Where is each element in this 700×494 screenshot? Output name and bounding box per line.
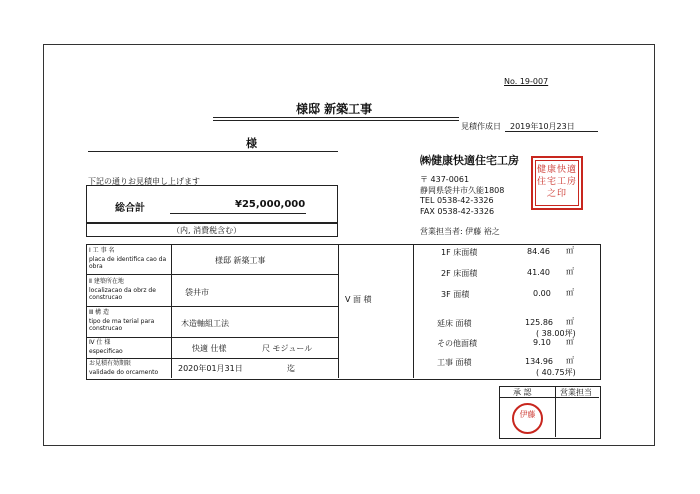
table-divider <box>413 244 414 378</box>
company-tel: TEL 0538-42-3326 <box>420 196 494 205</box>
sales-rep: 営業担当者: 伊藤 裕之 <box>420 227 500 236</box>
area-row-label: 2F 床面積 <box>441 269 478 278</box>
row-label-en: tipo de ma terial para construcao <box>89 318 155 332</box>
area-row-unit: ㎡ <box>566 267 574 276</box>
area-row-value: 84.46 <box>527 247 550 256</box>
area-row-value: 134.96 <box>525 357 553 366</box>
sales-approval-label: 営業担当 <box>560 388 592 397</box>
area-label: Ⅴ 面 積 <box>345 295 372 304</box>
client-suffix: 様 <box>246 137 257 150</box>
approval-label: 承 認 <box>513 388 532 397</box>
row-divider <box>86 274 338 275</box>
row-value: 快適 仕様 <box>192 344 227 353</box>
row-label-jp: Ⅲ 構 造 <box>89 309 109 316</box>
row-label-jp: Ⅳ 仕 様 <box>89 339 111 346</box>
company-address: 静岡県袋井市久能1808 <box>420 186 505 195</box>
tax-note: （内, 消費税含む） <box>172 226 242 235</box>
area-row-tsubo: ( 40.75坪) <box>536 368 576 377</box>
row-label-en: placa de identifica cao da obra <box>89 256 167 270</box>
area-row-unit: ㎡ <box>566 317 574 326</box>
area-row-label: 延床 面積 <box>437 319 472 328</box>
staff-seal-text: 伊藤 <box>519 410 536 419</box>
area-row-unit: ㎡ <box>566 246 574 255</box>
area-row-value: 41.40 <box>527 268 550 277</box>
row-divider <box>86 306 338 307</box>
company-seal-text: 健康快適住宅工房之印 <box>537 165 578 199</box>
area-row-label: 工事 面積 <box>437 358 472 367</box>
area-row-unit: ㎡ <box>566 288 574 297</box>
row-value: 木造軸組工法 <box>181 319 229 328</box>
row-value: 様邸 新築工事 <box>215 256 266 265</box>
row-value: 2020年01月31日 <box>178 364 243 373</box>
table-divider <box>338 244 339 378</box>
row-label-en: especificao <box>89 348 123 355</box>
area-row-unit: ㎡ <box>566 356 574 365</box>
row-value-2: 尺 モジュール <box>262 344 313 353</box>
row-label-jp: Ⅱ 建築所在地 <box>89 278 124 285</box>
issue-date-underline <box>505 131 598 132</box>
client-underline <box>88 151 338 152</box>
company-seal <box>531 156 583 210</box>
area-row-label: 1F 床面積 <box>441 248 478 257</box>
row-divider <box>86 358 338 359</box>
company-postal: 〒 437-0061 <box>420 175 470 184</box>
area-row-label: 3F 面積 <box>441 290 470 299</box>
area-row-unit: ㎡ <box>566 337 574 346</box>
title-underline-2 <box>213 120 459 121</box>
total-value: ¥25,000,000 <box>235 199 306 210</box>
approval-divider <box>555 386 556 437</box>
intro-text: 下記の通りお見積申し上げます <box>88 177 200 186</box>
staff-seal <box>512 403 543 434</box>
issue-date-value: 2019年10月23日 <box>510 122 575 131</box>
area-row-tsubo: ( 38.00坪) <box>536 329 576 338</box>
row-label-jp: Ⅰ 工 事 名 <box>89 247 115 254</box>
row-label-en: localizacao da obrz de construcao <box>89 287 156 301</box>
issue-date-label: 見積作成日 <box>461 122 501 131</box>
area-row-value: 9.10 <box>533 338 551 347</box>
total-label: 総合計 <box>115 203 145 214</box>
row-label-jp: お見積有効期限 <box>89 360 132 367</box>
row-divider <box>86 337 338 338</box>
document-number: No. 19-007 <box>504 77 549 86</box>
title-underline <box>213 117 459 118</box>
row-value-2: 迄 <box>287 364 295 373</box>
company-name: ㈱健康快適住宅工房 <box>420 154 519 167</box>
area-row-value: 125.86 <box>525 318 553 327</box>
document-title: 様邸 新築工事 <box>296 102 373 116</box>
company-fax: FAX 0538-42-3326 <box>420 207 495 216</box>
total-underline <box>170 213 306 214</box>
area-row-label: その他面積 <box>437 339 477 348</box>
row-label-en: validade do orcamento <box>89 369 159 376</box>
row-value: 袋井市 <box>185 288 209 297</box>
area-row-value: 0.00 <box>533 289 551 298</box>
